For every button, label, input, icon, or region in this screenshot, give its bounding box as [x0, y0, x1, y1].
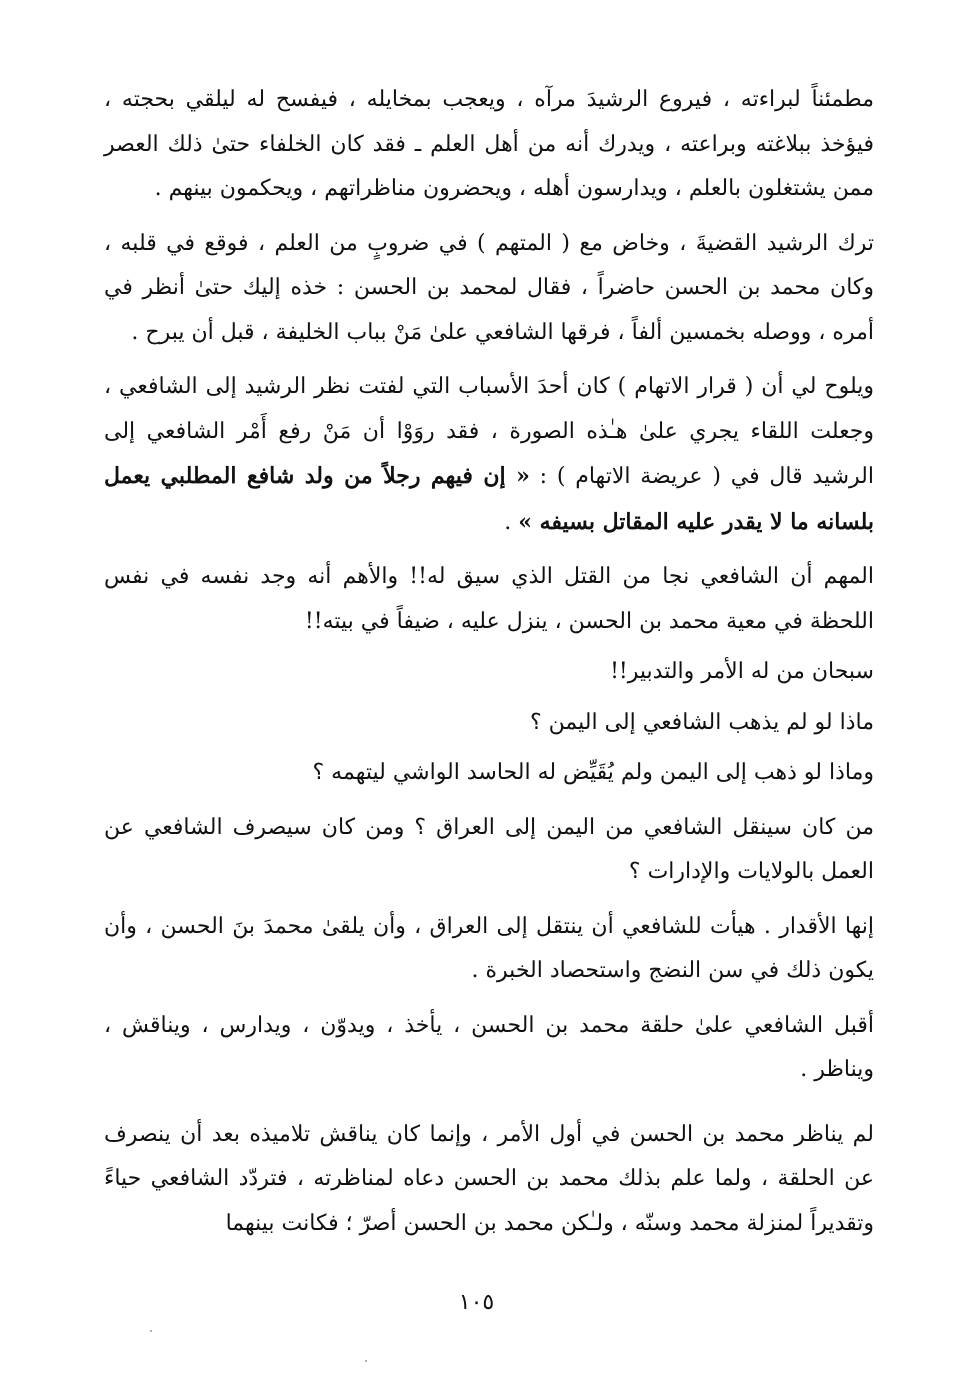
paragraph-11-text: لم يناظر محمد بن الحسن في أول الأمر ، وإنما كان يناقش تلاميذه بعد أن ينصرف عن الحلقة ، ولما علم بذلك محمد بن الحسن دعاه لمناظرته ، فتردّد الشافعي حياءً وتقديراً لمنزلة محمد وسنّه ، ولـٰكن محمد بن الحسن أصرّ ؛ فكانت بينهما	[104, 1121, 874, 1236]
paragraph-7	[104, 751, 874, 796]
paragraph-2	[104, 222, 874, 356]
page-body	[104, 78, 874, 1246]
paragraph-5	[104, 650, 874, 695]
paragraph-6	[104, 701, 874, 746]
paragraph-7-text: وماذا لو ذهب إلى اليمن ولم يُقَيِّض له الحاسد الواشي ليتهمه ؟	[312, 760, 874, 785]
paragraph-8	[104, 806, 874, 895]
scan-speck	[150, 1330, 152, 1332]
paragraph-3	[104, 365, 874, 545]
paragraph-2-text: ترك الرشيد القضيةَ ، وخاض مع ( المتهم ) في ضروبٍ من العلم ، فوقع في قلبه ، وكان محمد بن الحسن حاضراً ، فقال لمحمد بن الحسن : خذه إليك حتىٰ أنظر في أمره ، ووصله بخمسين ألفاً ، فرقها الشافعي علىٰ مَنْ بباب الخليفة ، قبل أن يبرح .	[104, 230, 874, 345]
accusation-quote: « إن فيهم رجلاً من ولد شافع المطلبي يعمل بلسانه ما لا يقدر عليه المقاتل بسيفه »	[104, 463, 874, 535]
paragraph-5-text: سبحان من له الأمر والتدبير!!	[610, 659, 874, 684]
paragraph-3-tail: .	[504, 509, 512, 535]
paragraph-10-text: أقبل الشافعي علىٰ حلقة محمد بن الحسن ، يأخذ ، ويدوّن ، ويدارس ، ويناقش ، ويناظر .	[104, 1012, 874, 1082]
page-number: ١٠٥	[458, 1290, 495, 1315]
paragraph-1-text: مطمئناً لبراءته ، فيروع الرشيدَ مرآه ، ويعجب بمخايله ، فيفسح له ليلقي بحجته ، فيؤخذ ببلاغته وبراعته ، ويدرك أنه من أهل العلم ـ فقد كان الخلفاء حتىٰ ذلك العصر ممن يشتغلون بالعلم ، ويدارسون أهله ، ويحضرون مناظراتهم ، ويحكمون بينهم .	[104, 87, 874, 201]
paragraph-4-text: المهم أن الشافعي نجا من القتل الذي سيق له!! والأهم أنه وجد نفسه في نفس اللحظة في معية محمد بن الحسن ، ينزل عليه ، ضيفاً في بيته!!	[104, 564, 874, 634]
paragraph-9	[104, 905, 874, 994]
scan-speck	[365, 1360, 367, 1362]
paragraph-10	[104, 1004, 874, 1093]
paragraph-1	[104, 78, 874, 212]
paragraph-6-text: ماذا لو لم يذهب الشافعي إلى اليمن ؟	[530, 709, 874, 735]
paragraph-3-text: ويلوح لي أن ( قرار الاتهام ) كان أحدَ الأسباب التي لفتت نظر الرشيد إلى الشافعي ، وجعلت اللقاء يجري علىٰ هـٰذه الصورة ، فقد روَوْا أن مَنْ رفع أَمْر الشافعي إلى الرشيد قال في ( عريضة الاتهام ) :	[104, 374, 874, 489]
paragraph-11	[104, 1113, 874, 1247]
paragraph-9-text: إنها الأقدار . هيأت للشافعي أن ينتقل إلى العراق ، وأن يلقىٰ محمدَ بنَ الحسن ، وأن يكون ذلك في سن النضج واستحصاد الخبرة .	[104, 913, 874, 983]
paragraph-8-text: من كان سينقل الشافعي من اليمن إلى العراق ؟ ومن كان سيصرف الشافعي عن العمل بالولايات والإدارات ؟	[104, 814, 874, 884]
paragraph-4	[104, 555, 874, 644]
